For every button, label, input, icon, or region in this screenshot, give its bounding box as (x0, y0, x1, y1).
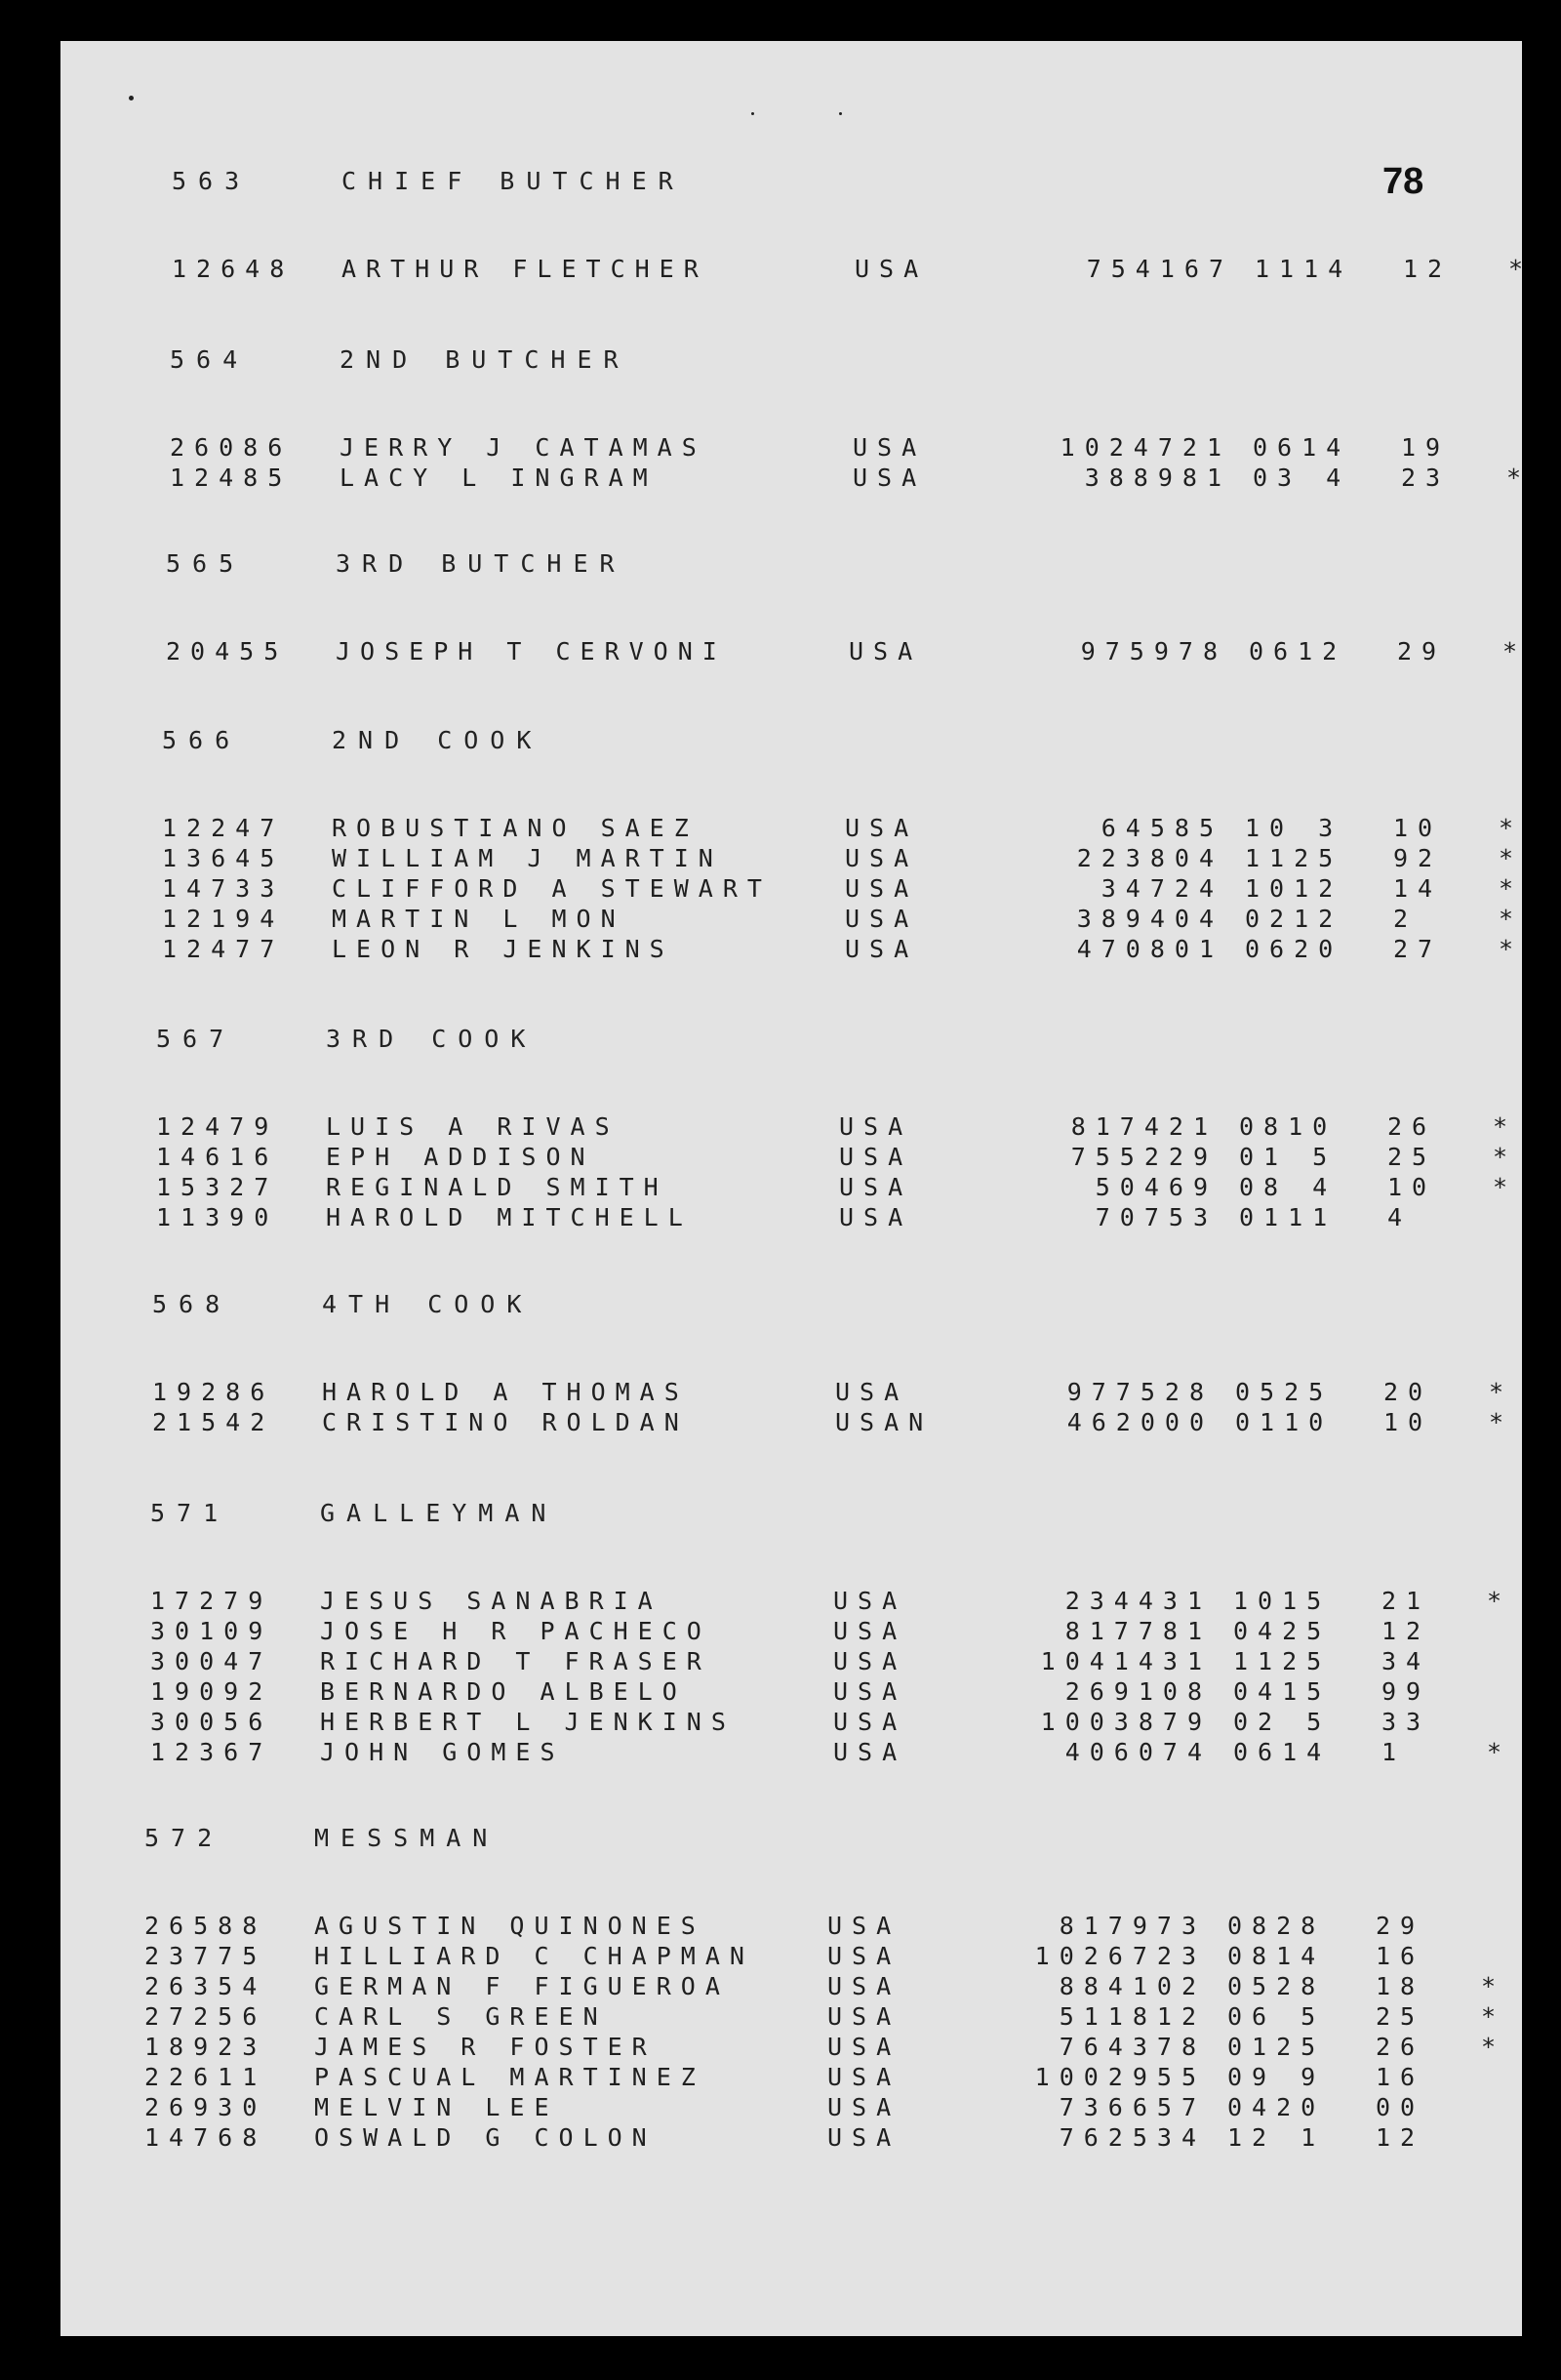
book-number: 20455 (166, 637, 289, 666)
date-code: 10 3 (1245, 814, 1343, 842)
book-number: 12367 (150, 1738, 273, 1766)
list-item (156, 1202, 1561, 1232)
seaman-name: HAROLD A THOMAS (322, 1378, 689, 1406)
asterisk-mark: * (1508, 255, 1534, 283)
value-code: 26 (1376, 2033, 1425, 2061)
value-code: 33 (1381, 1708, 1431, 1736)
nationality: USAN (835, 1408, 934, 1436)
book-number: 26588 (144, 1912, 267, 1940)
nationality: USA (839, 1203, 913, 1231)
nationality: USA (845, 935, 919, 963)
value-code: 23 (1401, 464, 1451, 492)
document-number: 462000 (1066, 1408, 1214, 1436)
date-code: 0620 (1245, 935, 1343, 963)
seaman-name: MELVIN LEE (314, 2093, 559, 2121)
list-item (156, 1172, 1561, 1202)
section-code: 571 (150, 1499, 230, 1527)
value-code: 10 (1393, 814, 1443, 842)
section-header (172, 166, 1561, 196)
value-code: 29 (1397, 637, 1447, 666)
date-code: 0810 (1239, 1112, 1338, 1141)
nationality: USA (849, 637, 923, 666)
section-563 (172, 166, 1561, 284)
value-code: 25 (1387, 1143, 1437, 1171)
document-number: 470801 (1076, 935, 1223, 963)
date-code: 1012 (1245, 874, 1343, 903)
book-number: 30109 (150, 1617, 273, 1645)
date-code: 0528 (1227, 1972, 1326, 2000)
list-item (162, 843, 1561, 873)
nationality: USA (833, 1617, 907, 1645)
value-code: 12 (1376, 2123, 1425, 2152)
value-code: 29 (1376, 1912, 1425, 1940)
list-item (150, 1737, 1561, 1767)
section-code: 565 (166, 549, 246, 578)
section-title: 2ND COOK (332, 726, 543, 754)
value-code: 12 (1381, 1617, 1431, 1645)
asterisk-mark: * (1489, 1378, 1514, 1406)
value-code: 18 (1376, 1972, 1425, 2000)
nationality: USA (827, 1942, 901, 1970)
nationality: USA (845, 874, 919, 903)
section-code: 566 (162, 726, 242, 754)
seaman-name: LACY L INGRAM (340, 464, 658, 492)
book-number: 14616 (156, 1143, 279, 1171)
seaman-name: OSWALD G COLON (314, 2123, 657, 2152)
value-code: 14 (1393, 874, 1443, 903)
document-number: 1002955 (1034, 2063, 1206, 2091)
asterisk-mark: * (1506, 464, 1532, 492)
date-code: 0110 (1235, 1408, 1334, 1436)
seaman-name: HILLIARD C CHAPMAN (314, 1942, 754, 1970)
date-code: 01 5 (1239, 1143, 1338, 1171)
date-code: 0814 (1227, 1942, 1326, 1970)
book-number: 12479 (156, 1112, 279, 1141)
list-item (162, 873, 1561, 904)
nationality: USA (827, 2093, 901, 2121)
speck-mark (751, 112, 754, 115)
book-number: 26354 (144, 1972, 267, 2000)
book-number: 19092 (150, 1677, 273, 1706)
book-number: 21542 (152, 1408, 275, 1436)
list-item (156, 1142, 1561, 1172)
value-code: 16 (1376, 2063, 1425, 2091)
seaman-name: CLIFFORD A STEWART (332, 874, 772, 903)
book-number: 22611 (144, 2063, 267, 2091)
section-567 (156, 1024, 1561, 1232)
document-number: 388981 (1084, 464, 1231, 492)
document-number: 1003879 (1040, 1708, 1212, 1736)
seaman-name: JOHN GOMES (320, 1738, 565, 1766)
section-code: 563 (172, 167, 252, 195)
list-item (144, 2122, 1561, 2153)
document-number: 223804 (1076, 844, 1223, 872)
document-number: 70753 (1095, 1203, 1218, 1231)
asterisk-mark: * (1499, 874, 1524, 903)
book-number: 18923 (144, 2033, 267, 2061)
document-number: 511812 (1059, 2002, 1206, 2031)
list-item (144, 2001, 1561, 2032)
asterisk-mark: * (1481, 1972, 1506, 2000)
nationality: USA (827, 2123, 901, 2152)
section-title: 2ND BUTCHER (340, 345, 630, 374)
document-number: 1026723 (1034, 1942, 1206, 1970)
value-code: 2 (1393, 905, 1419, 933)
nationality: USA (853, 433, 927, 462)
document-number: 1024721 (1060, 433, 1231, 462)
asterisk-mark: * (1481, 2002, 1506, 2031)
speck-mark (129, 96, 134, 101)
date-code: 0420 (1227, 2093, 1326, 2121)
value-code: 00 (1376, 2093, 1425, 2121)
section-title: 3RD COOK (326, 1025, 538, 1053)
asterisk-mark: * (1489, 1408, 1514, 1436)
book-number: 26086 (170, 433, 293, 462)
nationality: USA (835, 1378, 909, 1406)
seaman-name: AGUSTIN QUINONES (314, 1912, 705, 1940)
section-title: CHIEF BUTCHER (341, 167, 685, 195)
date-code: 02 5 (1233, 1708, 1332, 1736)
book-number: 12477 (162, 935, 285, 963)
list-item (150, 1616, 1561, 1646)
nationality: USA (833, 1587, 907, 1615)
book-number: 14733 (162, 874, 285, 903)
date-code: 0525 (1235, 1378, 1334, 1406)
seaman-name: WILLIAM J MARTIN (332, 844, 723, 872)
seaman-name: JERRY J CATAMAS (340, 433, 706, 462)
value-code: 99 (1381, 1677, 1431, 1706)
section-title: GALLEYMAN (320, 1499, 558, 1527)
value-code: 20 (1383, 1378, 1433, 1406)
section-code: 567 (156, 1025, 236, 1053)
seaman-name: CARL S GREEN (314, 2002, 608, 2031)
asterisk-mark: * (1499, 844, 1524, 872)
nationality: USA (845, 814, 919, 842)
section-568 (152, 1289, 1561, 1437)
section-header (162, 725, 1561, 755)
value-code: 4 (1387, 1203, 1413, 1231)
date-code: 06 5 (1227, 2002, 1326, 2031)
section-header (152, 1289, 1561, 1319)
asterisk-mark: * (1493, 1143, 1518, 1171)
value-code: 25 (1376, 2002, 1425, 2031)
seaman-name: CRISTINO ROLDAN (322, 1408, 689, 1436)
seaman-name: PASCUAL MARTINEZ (314, 2063, 705, 2091)
value-code: 19 (1401, 433, 1451, 462)
section-header (156, 1024, 1561, 1054)
seaman-name: RICHARD T FRASER (320, 1647, 711, 1675)
book-number: 26930 (144, 2093, 267, 2121)
value-code: 21 (1381, 1587, 1431, 1615)
book-number: 27256 (144, 2002, 267, 2031)
list-item (144, 1911, 1561, 1941)
nationality: USA (827, 2063, 901, 2091)
book-number: 14768 (144, 2123, 267, 2152)
nationality: USA (827, 2002, 901, 2031)
nationality: USA (827, 1972, 901, 2000)
asterisk-mark: * (1487, 1738, 1512, 1766)
book-number: 19286 (152, 1378, 275, 1406)
section-code: 564 (170, 345, 250, 374)
section-title: 3RD BUTCHER (336, 549, 626, 578)
asterisk-mark: * (1499, 935, 1524, 963)
value-code: 16 (1376, 1942, 1425, 1970)
nationality: USA (827, 1912, 901, 1940)
asterisk-mark: * (1493, 1173, 1518, 1201)
value-code: 10 (1383, 1408, 1433, 1436)
list-item (150, 1586, 1561, 1616)
section-title: 4TH COOK (322, 1290, 534, 1318)
section-code: 568 (152, 1290, 232, 1318)
page-number: 78 (1382, 161, 1424, 202)
asterisk-mark: * (1481, 2033, 1506, 2061)
book-number: 12648 (172, 255, 295, 283)
document-number: 817781 (1064, 1617, 1212, 1645)
book-number: 15327 (156, 1173, 279, 1201)
seaman-name: JAMES R FOSTER (314, 2033, 657, 2061)
nationality: USA (833, 1738, 907, 1766)
list-item (144, 2032, 1561, 2062)
document-number: 1041431 (1040, 1647, 1212, 1675)
list-item (150, 1676, 1561, 1707)
list-item (144, 1971, 1561, 2001)
section-header (170, 344, 1561, 375)
value-code: 92 (1393, 844, 1443, 872)
value-code: 10 (1387, 1173, 1437, 1201)
list-item (172, 254, 1561, 284)
nationality: USA (833, 1708, 907, 1736)
date-code: 0614 (1253, 433, 1351, 462)
document-number: 64585 (1101, 814, 1223, 842)
document-number: 977528 (1066, 1378, 1214, 1406)
document-number: 975978 (1080, 637, 1227, 666)
asterisk-mark: * (1499, 905, 1524, 933)
document-number: 269108 (1064, 1677, 1212, 1706)
seaman-name: EPH ADDISON (326, 1143, 595, 1171)
nationality: USA (833, 1677, 907, 1706)
book-number: 12194 (162, 905, 285, 933)
nationality: USA (839, 1143, 913, 1171)
section-header (144, 1823, 1561, 1853)
list-item (166, 636, 1561, 666)
list-item (150, 1707, 1561, 1737)
date-code: 0415 (1233, 1677, 1332, 1706)
document-number: 755229 (1070, 1143, 1218, 1171)
date-code: 0612 (1249, 637, 1347, 666)
document-number: 34724 (1101, 874, 1223, 903)
seaman-name: HERBERT L JENKINS (320, 1708, 736, 1736)
book-number: 23775 (144, 1942, 267, 1970)
seaman-name: LEON R JENKINS (332, 935, 674, 963)
date-code: 0111 (1239, 1203, 1338, 1231)
section-566 (162, 725, 1561, 964)
seaman-name: JESUS SANABRIA (320, 1587, 662, 1615)
seaman-name: HAROLD MITCHELL (326, 1203, 693, 1231)
nationality: USA (845, 844, 919, 872)
nationality: USA (827, 2033, 901, 2061)
date-code: 0125 (1227, 2033, 1326, 2061)
date-code: 0425 (1233, 1617, 1332, 1645)
section-header (166, 548, 1561, 579)
nationality: USA (839, 1173, 913, 1201)
asterisk-mark: * (1493, 1112, 1518, 1141)
asterisk-mark: * (1499, 814, 1524, 842)
date-code: 1114 (1255, 255, 1353, 283)
speck-mark (839, 112, 842, 115)
date-code: 09 9 (1227, 2063, 1326, 2091)
seaman-name: ARTHUR FLETCHER (341, 255, 708, 283)
document-number: 817421 (1070, 1112, 1218, 1141)
seaman-name: JOSEPH T CERVONI (336, 637, 727, 666)
list-item (150, 1646, 1561, 1676)
section-header (150, 1498, 1561, 1528)
asterisk-mark: * (1502, 637, 1528, 666)
list-item (162, 934, 1561, 964)
list-item (152, 1407, 1561, 1437)
seaman-name: MARTIN L MON (332, 905, 625, 933)
section-title: MESSMAN (314, 1824, 500, 1852)
asterisk-mark: * (1487, 1587, 1512, 1615)
document-number: 234431 (1064, 1587, 1212, 1615)
list-item (144, 1941, 1561, 1971)
nationality: USA (853, 464, 927, 492)
section-code: 572 (144, 1824, 224, 1852)
date-code: 0614 (1233, 1738, 1332, 1766)
value-code: 1 (1381, 1738, 1407, 1766)
book-number: 30047 (150, 1647, 273, 1675)
document-number: 736657 (1059, 2093, 1206, 2121)
document-number: 389404 (1076, 905, 1223, 933)
list-item (162, 813, 1561, 843)
list-item (170, 432, 1561, 463)
book-number: 12485 (170, 464, 293, 492)
book-number: 30056 (150, 1708, 273, 1736)
document-number: 817973 (1059, 1912, 1206, 1940)
list-item (170, 463, 1561, 493)
book-number: 17279 (150, 1587, 273, 1615)
nationality: USA (855, 255, 929, 283)
list-item (144, 2092, 1561, 2122)
value-code: 34 (1381, 1647, 1431, 1675)
book-number: 12247 (162, 814, 285, 842)
section-572 (144, 1823, 1561, 2153)
seaman-name: ROBUSTIANO SAEZ (332, 814, 699, 842)
date-code: 0212 (1245, 905, 1343, 933)
seaman-name: LUIS A RIVAS (326, 1112, 620, 1141)
seaman-name: REGINALD SMITH (326, 1173, 668, 1201)
date-code: 0828 (1227, 1912, 1326, 1940)
date-code: 1015 (1233, 1587, 1332, 1615)
date-code: 1125 (1245, 844, 1343, 872)
value-code: 26 (1387, 1112, 1437, 1141)
nationality: USA (845, 905, 919, 933)
seaman-name: JOSE H R PACHECO (320, 1617, 711, 1645)
list-item (162, 904, 1561, 934)
section-564 (170, 344, 1561, 493)
seaman-name: GERMAN F FIGUEROA (314, 1972, 730, 2000)
list-item (144, 2062, 1561, 2092)
section-565 (166, 548, 1561, 666)
value-code: 27 (1393, 935, 1443, 963)
book-number: 11390 (156, 1203, 279, 1231)
seaman-name: BERNARDO ALBELO (320, 1677, 687, 1706)
date-code: 12 1 (1227, 2123, 1326, 2152)
book-number: 13645 (162, 844, 285, 872)
value-code: 12 (1403, 255, 1453, 283)
date-code: 1125 (1233, 1647, 1332, 1675)
date-code: 08 4 (1239, 1173, 1338, 1201)
list-item (156, 1111, 1561, 1142)
document-number: 762534 (1059, 2123, 1206, 2152)
document-number: 50469 (1095, 1173, 1218, 1201)
document-number: 406074 (1064, 1738, 1212, 1766)
nationality: USA (833, 1647, 907, 1675)
document-number: 764378 (1059, 2033, 1206, 2061)
nationality: USA (839, 1112, 913, 1141)
document-number: 754167 (1086, 255, 1233, 283)
date-code: 03 4 (1253, 464, 1351, 492)
section-571 (150, 1498, 1561, 1767)
list-item (152, 1377, 1561, 1407)
document-number: 884102 (1059, 1972, 1206, 2000)
